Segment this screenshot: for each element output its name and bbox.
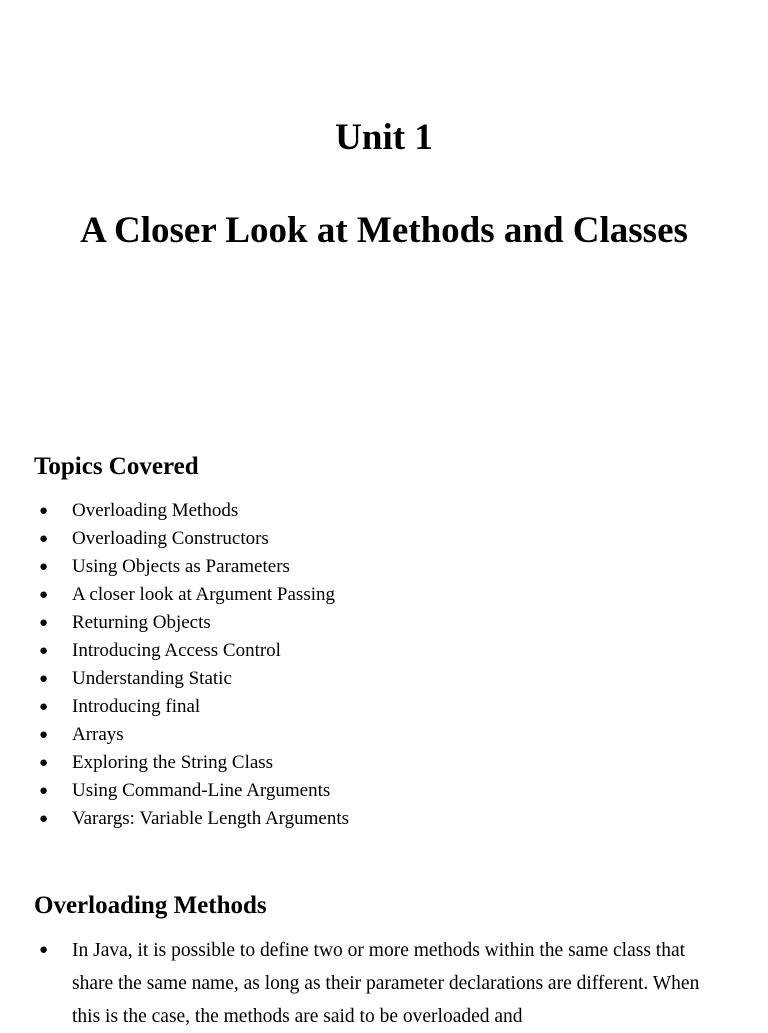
bullet-icon: ●: [39, 503, 49, 519]
list-item: [0, 721, 768, 749]
list-item: [0, 934, 768, 1033]
bullet-icon: ●: [39, 559, 49, 575]
list-item: [0, 693, 768, 721]
topics-heading: Topics Covered: [34, 453, 199, 480]
bullet-icon: ●: [39, 671, 49, 687]
list-item-text: Using Command-Line Arguments: [72, 780, 331, 801]
page-title: A Closer Look at Methods and Classes: [80, 210, 688, 251]
bullet-icon: ●: [39, 755, 49, 771]
list-item: [0, 553, 768, 581]
bullet-icon: ●: [39, 811, 49, 827]
section-bullet-list: [0, 934, 768, 1033]
list-item-text: Overloading Constructors: [72, 528, 269, 549]
list-item: [0, 581, 768, 609]
list-item: [0, 805, 768, 833]
bullet-icon: ●: [39, 727, 49, 743]
list-item-text: Using Objects as Parameters: [72, 556, 290, 577]
list-item: [0, 525, 768, 553]
topics-list: [0, 497, 768, 833]
list-item-text: Introducing Access Control: [72, 640, 281, 661]
list-item: [0, 609, 768, 637]
bullet-icon: ●: [39, 942, 49, 958]
list-item-text: Returning Objects: [72, 612, 211, 633]
list-item-text: Varargs: Variable Length Arguments: [72, 808, 350, 829]
list-item-text: Understanding Static: [72, 668, 232, 689]
list-item-text: Exploring the String Class: [72, 752, 274, 773]
paragraph-text: In Java, it is possible to define two or more methods within the same class that share the same name, as long as their parameter declarations are different. When this is the case, the methods are said to be overloaded and: [72, 940, 700, 1027]
list-item-text: Arrays: [72, 724, 124, 745]
bullet-icon: ●: [39, 783, 49, 799]
bullet-icon: ●: [39, 531, 49, 547]
list-item-text: Overloading Methods: [72, 500, 239, 521]
list-item-text: A closer look at Argument Passing: [72, 584, 335, 605]
list-item-text: Introducing final: [72, 696, 201, 717]
unit-title: Unit 1: [335, 117, 433, 158]
list-item: [0, 749, 768, 777]
bullet-icon: ●: [39, 643, 49, 659]
list-item: [0, 497, 768, 525]
list-item: [0, 665, 768, 693]
bullet-icon: ●: [39, 615, 49, 631]
bullet-icon: ●: [39, 699, 49, 715]
list-item: [0, 637, 768, 665]
list-item: [0, 777, 768, 805]
bullet-icon: ●: [39, 587, 49, 603]
section-heading: Overloading Methods: [34, 892, 267, 919]
